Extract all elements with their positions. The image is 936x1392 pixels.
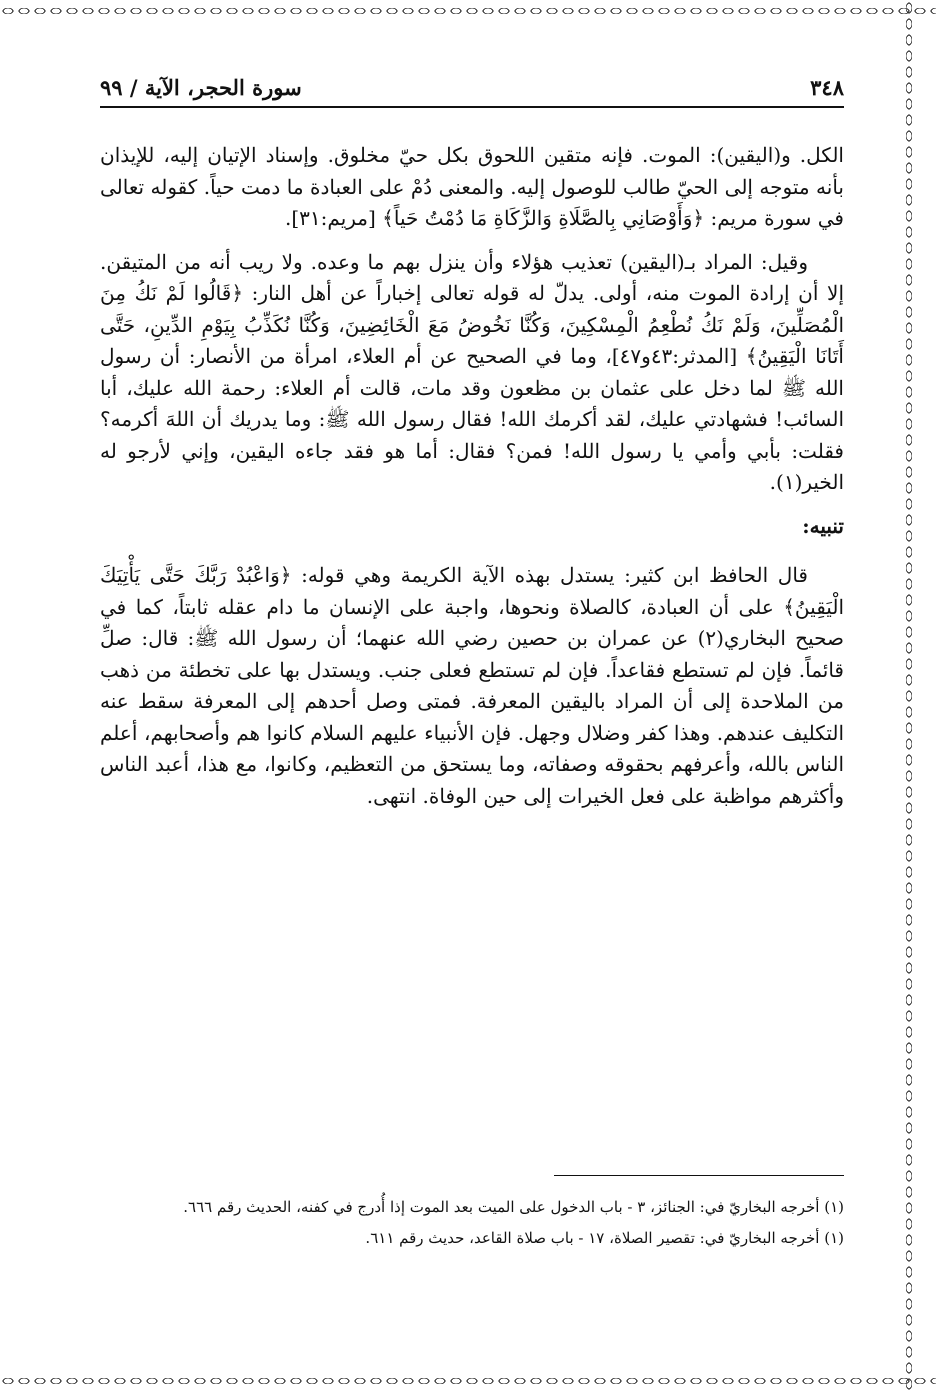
footnote-divider xyxy=(554,1175,844,1176)
footnote-1: (١) أخرجه البخاريّ في: الجنائز، ٣ - باب الدخول على الميت بعد الموت إذا أُدرج في كفنه، الحديث رقم ٦٦٦. xyxy=(183,1198,844,1216)
footnotes xyxy=(100,1175,844,1256)
page-header xyxy=(100,64,844,108)
decorative-border-bottom xyxy=(0,1370,936,1392)
surah-title: سورة الحجر، الآية / ٩٩ xyxy=(100,75,302,100)
footnote-2: (١) أخرجه البخاريّ في: تقصير الصلاة، ١٧ - باب صلاة القاعد، حديث رقم ٦١١. xyxy=(365,1229,844,1247)
decorative-border-right xyxy=(898,0,920,1390)
decorative-border-top xyxy=(0,0,936,22)
note-paragraph: قال الحافظ ابن كثير: يستدل بهذه الآية الكريمة وهي قوله: ﴿وَاعْبُدْ رَبَّكَ حَتَّى يَأْتِيَكَ الْيَقِينُ﴾ على أن العبادة، كالصلاة ونحوها، واجبة على الإنسان ما دام عقله ثابتاً، كما في صحيح البخاري(٢) عن عمران بن حصين رضي الله عنهما؛ أن رسول الله ﷺ: قال: صلِّ قائماً. فإن لم تستطع فقاعداً. فإن لم تستطع فعلى جنب. ويستدل بها على تخطئة من ذهب من الملاحدة إلى أن المراد باليقين المعرفة. فمتى وصل أحدهم إلى المعرفة سقط عنه التكليف عندهم. وهذا كفر وضلال وجهل. فإن الأنبياء عليهم السلام كانوا هم وأصحابهم، أعلم الناس بالله، وأعرفهم بحقوقه وصفاته، وما يستحق من التعظيم، وكانوا، مع هذا، أعبد الناس وأكثرهم مواظبة على فعل الخيرات إلى حين الوفاة. انتهى. xyxy=(100,563,844,808)
paragraph-2: وقيل: المراد بـ(اليقين) تعذيب هؤلاء وأن ينزل بهم ما وعده. ولا ريب أنه من المتيقن. إلا أن إرادة الموت منه، أولى. يدلّ له قوله تعالى إخباراً عن أهل النار: ﴿قَالُوا لَمْ نَكُ مِنَ الْمُصَلِّينَ، وَلَمْ نَكُ نُطْعِمُ الْمِسْكِينَ، وَكُنَّا نَخُوضُ مَعَ الْخَائِضِينَ، وَكُنَّا نُكَذِّبُ بِيَوْمِ الدِّينِ، حَتَّى أَتَانَا الْيَقِينُ﴾ [المدثر:٤٣و٤٧]، وما في الصحيح عن أم العلاء، امرأة من الأنصار: أن رسول الله ﷺ لما دخل على عثمان بن مظعون وقد مات، قالت أم العلاء: رحمة الله عليك، أبا السائب! فشهادتي عليك، لقد أكرمك الله! فقال رسول الله ﷺ: وما يدريك أن اللهَ أكرمه؟ فقلت: بأبي وأمي يا رسول الله! فمن؟ فقال: أما هو فقد جاءه اليقين، وإني لأرجو له الخير(١). xyxy=(100,249,845,494)
page-number: ٣٤٨ xyxy=(810,75,844,100)
paragraph-1: الكل. و(اليقين): الموت. فإنه متقين اللحوق بكل حيّ مخلوق. وإسناد الإتيان إليه، للإيذان بأنه متوجه إلى الحيّ طالب للوصول إليه. والمعنى دُمْ على العبادة ما دمت حياً. كقوله تعالى في سورة مريم: ﴿وَأَوْصَانِي بِالصَّلَاةِ وَالزَّكَاةِ مَا دُمْتُ حَياً﴾ [مريم:٣١]. xyxy=(100,143,844,230)
page-body xyxy=(100,140,844,824)
note-heading: تنبيه: xyxy=(802,513,844,538)
